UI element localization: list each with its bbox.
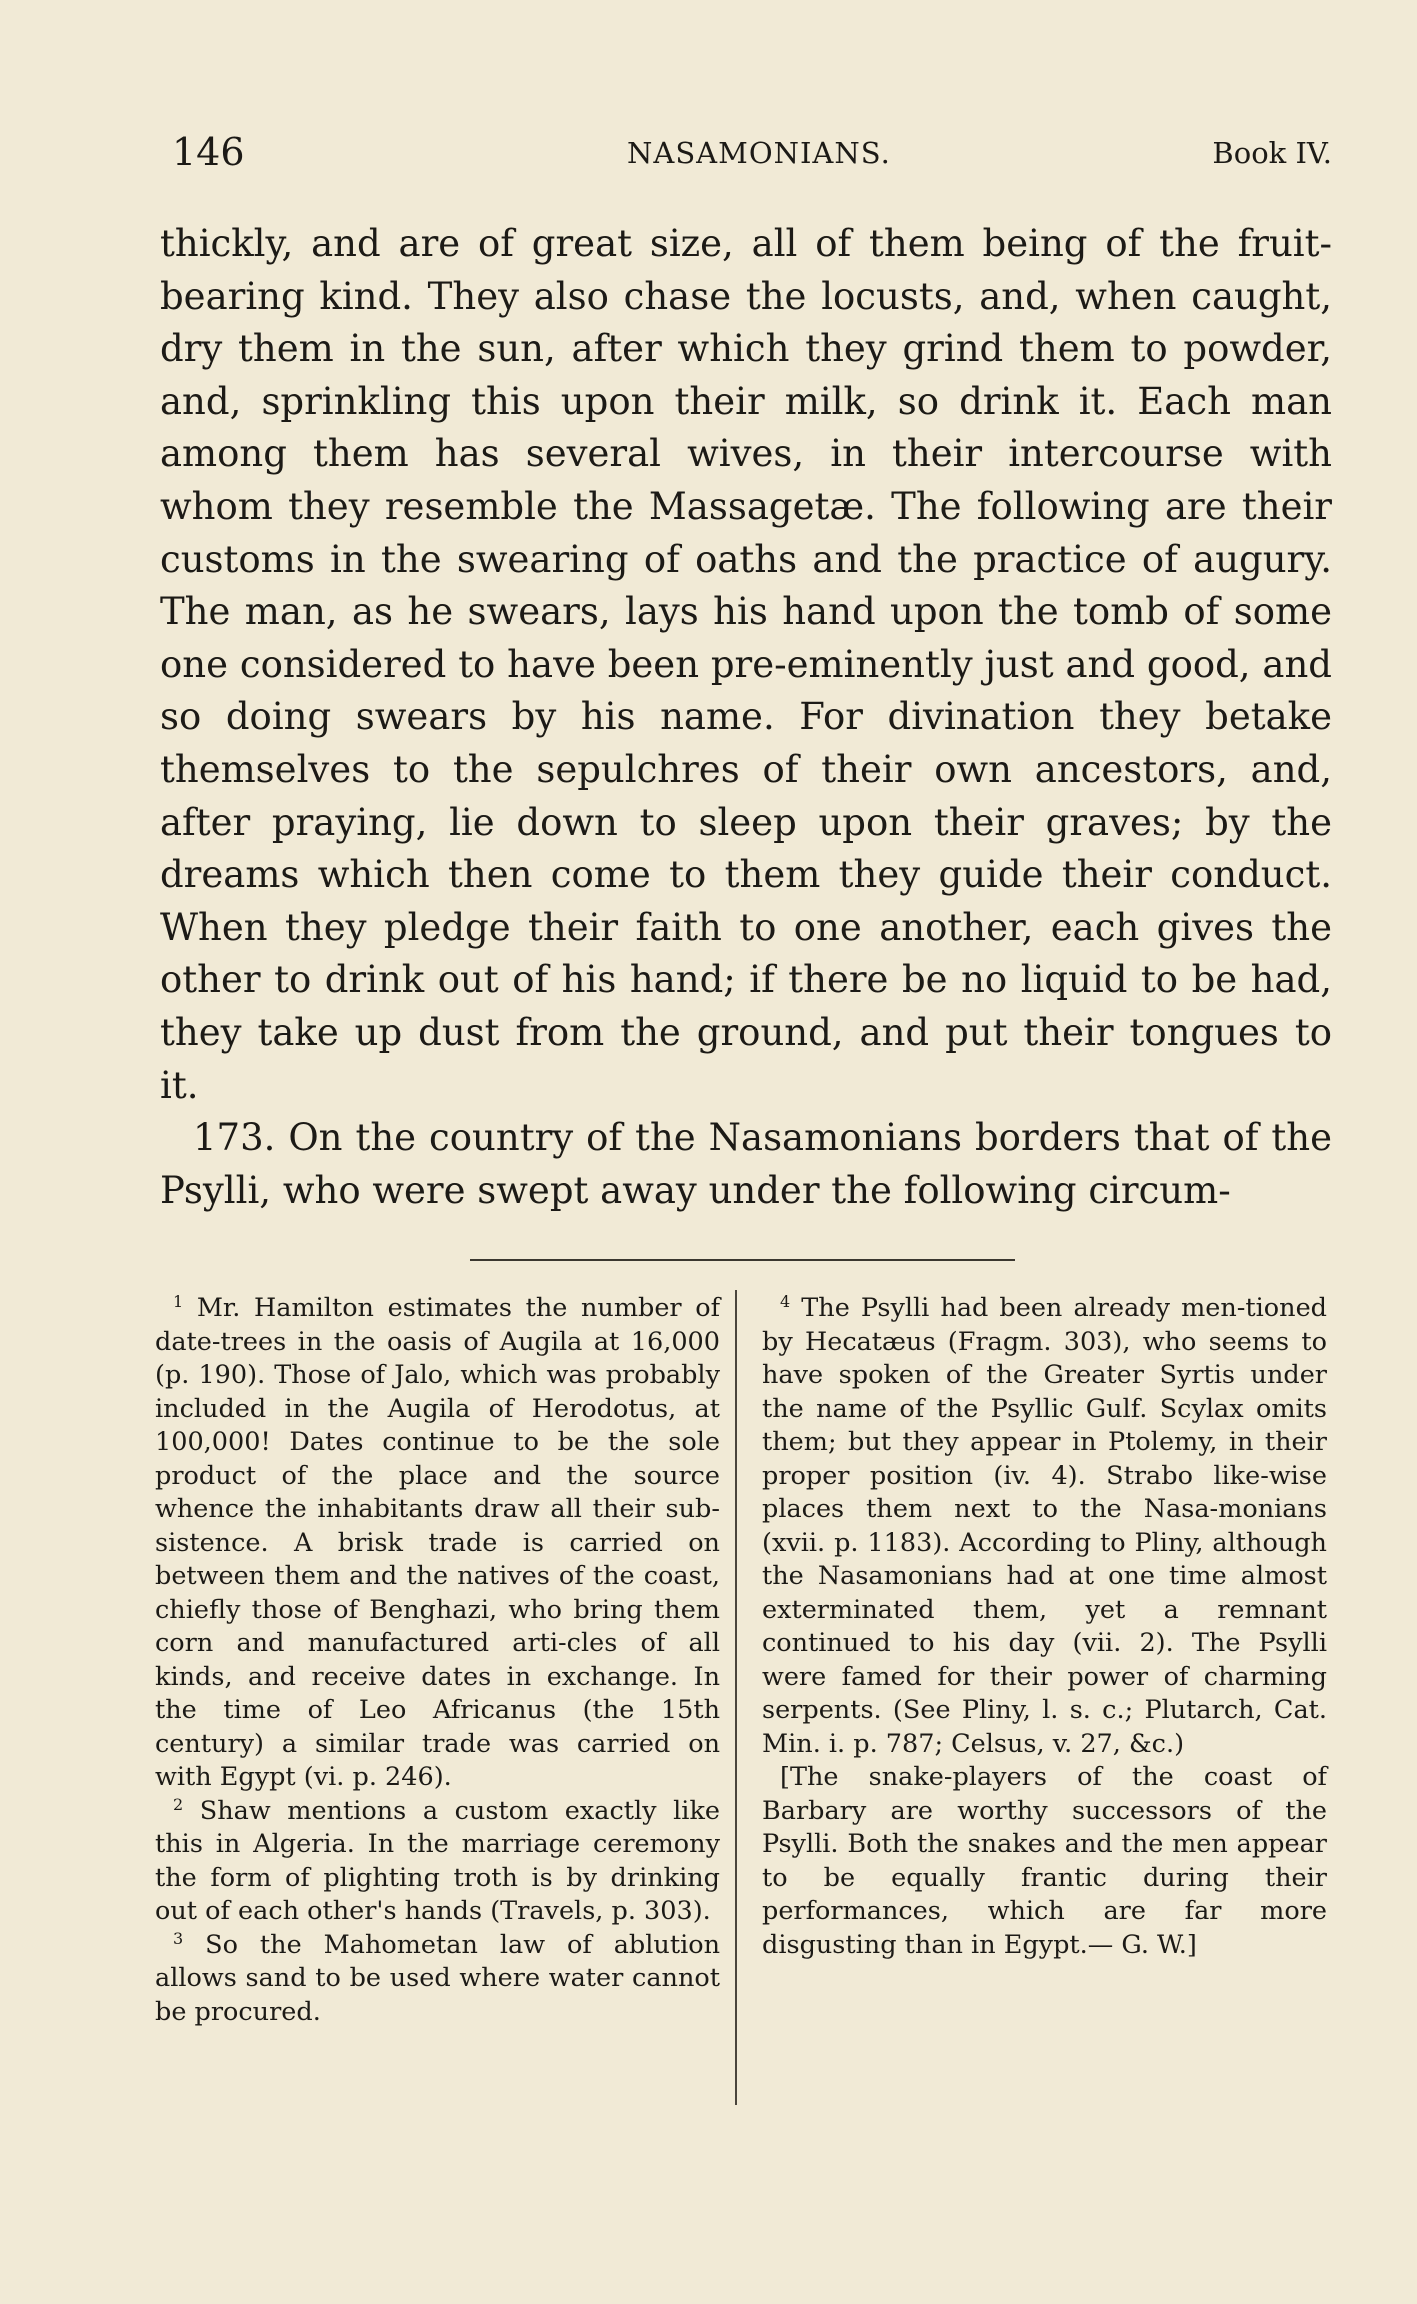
footnote-marker-1: 1: [173, 1292, 184, 1311]
page-number: 146: [172, 130, 245, 174]
column-divider: [735, 1290, 737, 2105]
main-text: [160, 218, 1332, 1217]
footnote-marker-3: 3: [173, 1928, 184, 1948]
footnote-4-text: The Psylli had been already men-tioned by Hecatæus (Fragm. 303), who seems to have spoken of the Greater Syrtis under the name of the Psyllic Gulf. Scylax omits them; but they appear in Ptolemy, in their proper position (iv. 4). Strabo like-wise places them next to the Nasa-monians (xvii. p. 1183). According to Pliny, although the Nasamonians had at one time almost exterminated them, yet a remnant continued to his day (vii. 2). The Psylli were famed for their power of charming serpents. (See Pliny, l. s. c.; Plutarch, Cat. Min. i. p. 787; Celsus, v. 27, &c.): [762, 1293, 1327, 1759]
footnote-divider: [470, 1259, 1015, 1261]
footnote-marker-2: 2: [173, 1794, 184, 1814]
footnotes-right-column: [762, 1292, 1327, 1962]
footnote-3-text: So the Mahometan law of ablution allows sand to be used where water cannot be procured.: [155, 1929, 721, 2027]
paragraph-173: 173. On the country of the Nasamonians borders that of the Psylli, who were swept away under the following circum-: [160, 1116, 1332, 1212]
footnote-1: [155, 1292, 720, 1795]
paragraph-continued: thickly, and are of great size, all of them being of the fruit-bearing kind. They also chase the locusts, and, when caught, dry them in the sun, after which they grind them to powder, and, sprinkling this upon their milk, so drink it. Each man among them has several wives, in their intercourse with whom they resemble the Massagetæ. The following are their customs in the swearing of oaths and the practice of augury. The man, as he swears, lays his hand upon the tomb of some one considered to have been pre-eminently just and good, and so doing swears by his name. For divination they betake themselves to the sepulchres of their own ancestors, and, after praying, lie down to sleep upon their graves; by the dreams which then come to them they guide their conduct. When they pledge their faith to one another, each gives the other to drink out of his hand; if there be no liquid to be had, they take up dust from the ground, and put their tongues to it.: [160, 222, 1332, 1107]
footnote-2-text: Shaw mentions a custom exactly like this in Algeria. In the marriage ceremony the form of plighting troth is by drinking out of each other's hands (Travels, p. 303).: [155, 1795, 720, 1926]
footnote-marker-4: 4: [780, 1292, 791, 1311]
footnote-3: [155, 1929, 720, 2030]
book-label: Book IV.: [1212, 136, 1332, 170]
footnotes-left-column: [155, 1292, 720, 2029]
footnote-4-editor-note: [The snake-players of the coast of Barbary are worthy successors of the Psylli. Both the snakes and the men appear to be equally frantic during their performances, which are far more disgusting than in Egypt.— G. W.]: [762, 1762, 1327, 1960]
running-title: NASAMONIANS.: [627, 136, 891, 170]
footnote-1-text: Mr. Hamilton estimates the number of date-trees in the oasis of Augila at 16,000 (p. 190). Those of Jalo, which was probably included in the Augila of Herodotus, at 100,000! Dates continue to be the sole product of the place and the source whence the inhabitants draw all their sub-sistence. A brisk trade is carried on between them and the natives of the coast, chiefly those of Benghazi, who bring them corn and manufactured arti-cles of all kinds, and receive dates in exchange. In the time of Leo Africanus (the 15th century) a similar trade was carried on with Egypt (vi. p. 246).: [155, 1293, 721, 1792]
running-header: [172, 130, 1332, 180]
footnote-2: [155, 1795, 720, 1929]
footnote-4: [762, 1292, 1327, 1761]
